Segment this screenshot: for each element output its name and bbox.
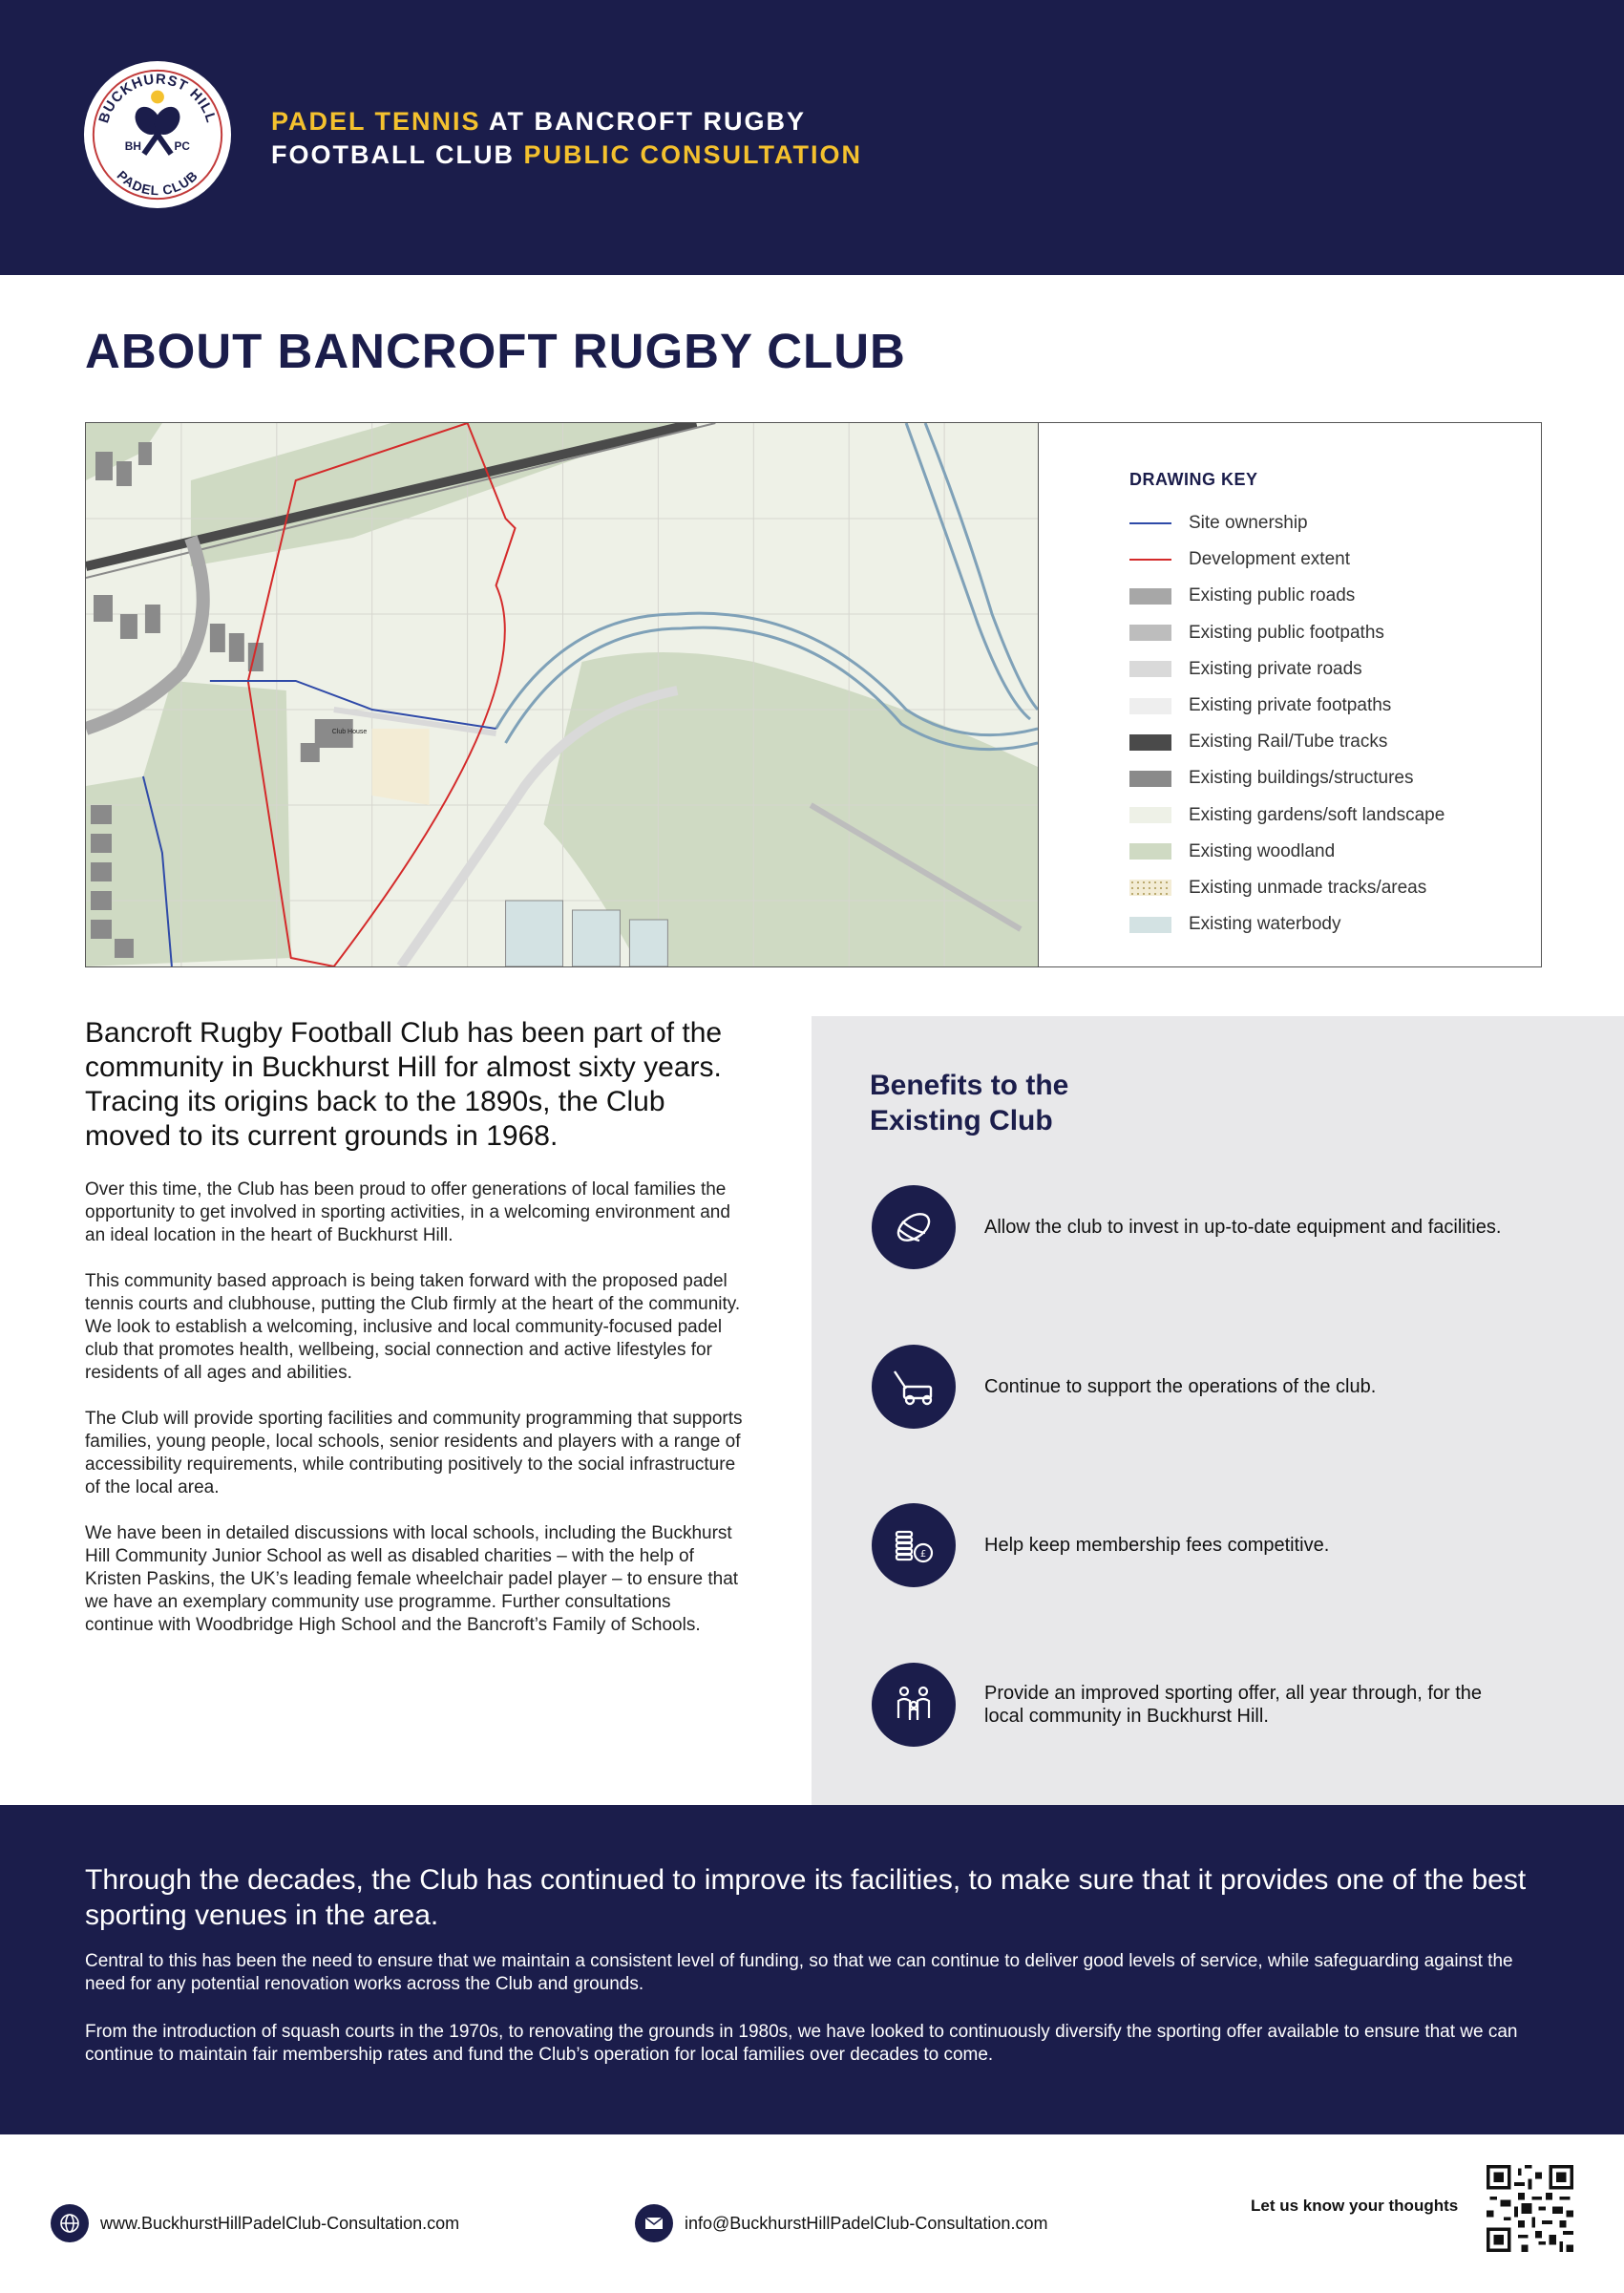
coins-icon (872, 1503, 956, 1587)
drawing-key-item (1129, 615, 1530, 651)
benefits-title: Benefits to the Existing Club (870, 1070, 1069, 1136)
benefit-text: Allow the club to invest in up-to-date equipment and facilities. (984, 1217, 1502, 1238)
rugby-ball-icon (872, 1185, 956, 1269)
lawn-mower-icon (872, 1345, 956, 1429)
key-fill-swatch (1129, 880, 1171, 896)
header-title-highlight-2: PUBLIC CONSULTATION (523, 140, 862, 169)
svg-text:£: £ (919, 1549, 927, 1560)
site-map-panel (85, 422, 1542, 967)
key-fill-swatch (1129, 917, 1171, 933)
drawing-key-label: Existing public roads (1189, 585, 1356, 606)
history-paragraph: Central to this has been the need to ensure that we maintain a consistent level of funding, so that we can continue to deliver good levels of service, while safeguarding against the need for any potential renovation works across the Club and grounds. (85, 1951, 1513, 1994)
drawing-key (1129, 470, 1530, 943)
svg-text:PADEL CLUB: PADEL CLUB (114, 167, 201, 199)
site-map (86, 423, 1039, 966)
email-link[interactable]: info@BuckhurstHillPadelClub-Consultation.com (685, 2213, 1048, 2233)
drawing-key-label: Existing public footpaths (1189, 622, 1384, 643)
club-logo (82, 59, 233, 210)
svg-text:BH: BH (124, 138, 141, 153)
drawing-key-label: Development extent (1189, 549, 1350, 570)
drawing-key-label: Existing gardens/soft landscape (1189, 804, 1445, 825)
key-fill-swatch (1129, 771, 1171, 787)
history-band (0, 1805, 1624, 2134)
drawing-key-label: Existing private footpaths (1189, 695, 1392, 716)
envelope-icon (635, 2204, 673, 2242)
drawing-key-label: Existing unmade tracks/areas (1189, 877, 1427, 898)
benefit-text: Provide an improved sporting offer, all year through, for the local community in Buckhurst Hill. (984, 1683, 1483, 1727)
svg-text:PC: PC (174, 138, 190, 153)
benefits-panel (812, 1016, 1624, 1805)
drawing-key-item (1129, 870, 1530, 906)
intro-paragraph: Over this time, the Club has been proud to offer generations of local families the opportunity to get involved in sporting activities, in a welcoming environment and an ideal location in the heart of Buckhurst Hill. (85, 1179, 730, 1245)
page-title: ABOUT BANCROFT RUGBY CLUB (85, 324, 906, 378)
benefit-text: Continue to support the operations of the club. (984, 1376, 1377, 1397)
map-building-label: Club House (331, 728, 368, 736)
benefit-item (872, 1503, 1559, 1587)
header-title (271, 105, 862, 172)
drawing-key-label: Existing buildings/structures (1189, 768, 1414, 789)
intro-section (85, 1016, 744, 1660)
drawing-key-item (1129, 906, 1530, 943)
feedback-cta: Let us know your thoughts (1251, 2197, 1459, 2215)
drawing-key-item (1129, 724, 1530, 760)
key-fill-swatch (1129, 734, 1171, 751)
header-title-highlight-1: PADEL TENNIS (271, 107, 481, 136)
footer-website[interactable] (51, 2204, 459, 2242)
key-fill-swatch (1129, 807, 1171, 823)
history-paragraph: From the introduction of squash courts in the 1970s, to renovating the grounds in 1980s, we have looked to continuously diversify the sporting offer available to ensure that we can continue to maintain fair membership rates and fund the Club’s operation for local families over decades to come. (85, 2022, 1518, 2065)
key-fill-swatch (1129, 843, 1171, 860)
drawing-key-label: Site ownership (1189, 513, 1308, 534)
family-icon (872, 1663, 956, 1747)
drawing-key-label: Existing private roads (1189, 658, 1362, 679)
key-line-swatch (1129, 559, 1171, 561)
key-line-swatch (1129, 522, 1171, 524)
website-link[interactable]: www.BuckhurstHillPadelClub-Consultation.com (100, 2213, 460, 2233)
drawing-key-item (1129, 797, 1530, 834)
drawing-key-item (1129, 760, 1530, 796)
drawing-key-title: DRAWING KEY (1129, 470, 1258, 489)
key-fill-swatch (1129, 661, 1171, 677)
benefit-item (872, 1663, 1559, 1747)
footer-email[interactable] (635, 2204, 1047, 2242)
svg-text:BUCKHURST HILL: BUCKHURST HILL (96, 72, 219, 125)
intro-body (85, 1178, 744, 1637)
intro-lead: Bancroft Rugby Football Club has been part of the community in Buckhurst Hill for almost sixty years. Tracing its origins back to the 1890s, the Club moved to its current grounds in 1968. (85, 1017, 723, 1152)
globe-icon (51, 2204, 89, 2242)
drawing-key-label: Existing woodland (1189, 840, 1336, 861)
drawing-key-label: Existing waterbody (1189, 914, 1341, 935)
drawing-key-item (1129, 651, 1530, 688)
key-fill-swatch (1129, 625, 1171, 641)
drawing-key-label: Existing Rail/Tube tracks (1189, 732, 1388, 753)
intro-paragraph: The Club will provide sporting facilities and community programming that supports families, young people, local schools, senior residents and players with a range of accessibility requirements, while contributing positively to the social infrastructure of the local area. (85, 1409, 743, 1497)
header-title-text-1: AT BANCROFT RUGBY (480, 107, 807, 136)
key-fill-swatch (1129, 698, 1171, 714)
benefit-item (872, 1185, 1559, 1269)
intro-paragraph: We have been in detailed discussions with local schools, including the Buckhurst Hill Community Junior School as well as disabled charities – with the help of Kristen Paskins, the UK’s leading female wheelchair padel player – to ensure that we have an exemplary community use programme. Further consultations continue with Woodbridge High School and the Bancroft’s Family of Schools. (85, 1523, 739, 1635)
header-title-text-2: FOOTBALL CLUB (271, 140, 524, 169)
qr-code[interactable] (1487, 2165, 1573, 2252)
drawing-key-item (1129, 578, 1530, 614)
drawing-key-item (1129, 541, 1530, 578)
intro-paragraph: This community based approach is being taken forward with the proposed padel tennis courts and clubhouse, putting the Club firmly at the heart of the community. We look to establish a welcoming, inclusive and local community-focused padel club that promotes health, wellbeing, social connection and active lifestyles for residents of all ages and abilities. (85, 1271, 741, 1383)
benefit-item (872, 1345, 1559, 1429)
history-lead: Through the decades, the Club has continued to improve its facilities, to make sure that it provides one of the best sporting venues in the area. (85, 1864, 1527, 1931)
drawing-key-item (1129, 505, 1530, 541)
drawing-key-item (1129, 688, 1530, 724)
benefit-text: Help keep membership fees competitive. (984, 1535, 1330, 1556)
header (0, 0, 1624, 275)
drawing-key-item (1129, 834, 1530, 870)
drawing-key-list (1129, 505, 1530, 943)
key-fill-swatch (1129, 588, 1171, 605)
